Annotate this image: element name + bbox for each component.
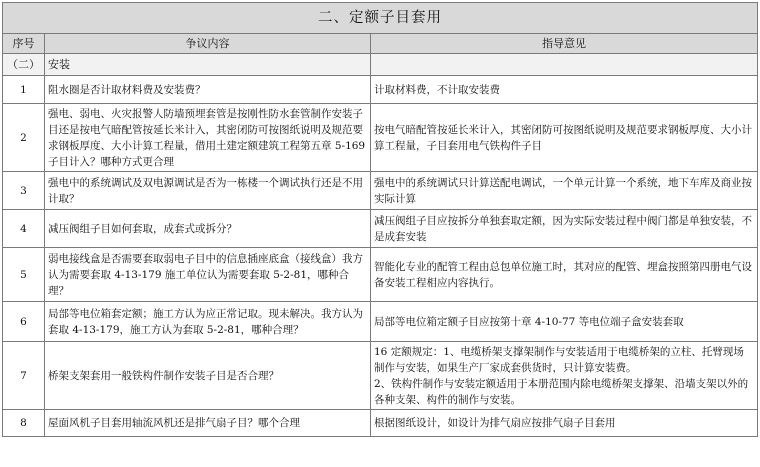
row-no: 6 [3, 302, 45, 342]
row-guidance: 16 定额规定：1、电缆桥架支撑架制作与安装适用于电缆桥架的立柱、托臂现场制作与安装，如果生产厂家成套供货时，只计算安装费。 2、铁构件制作与安装定额适用于本册范围内除电缆桥架支撑架、沿墙支架以外的各种支架、构件的制作与安装。 [371, 342, 758, 410]
row-no: 7 [3, 342, 45, 410]
table-row [3, 76, 758, 104]
table-row [3, 410, 758, 437]
header-row [3, 34, 758, 54]
row-no: 8 [3, 410, 45, 437]
row-guidance: 局部等电位箱定额子目应按第十章 4-10-77 等电位端子盒安装套取 [371, 302, 758, 342]
row-dispute: 桥架支架套用一般铁构件制作安装子目是否合理？ [45, 342, 371, 410]
section-name: 安装 [45, 54, 371, 76]
header-no: 序号 [3, 34, 45, 54]
table-row [3, 302, 758, 342]
row-guidance: 强电中的系统调试只计算送配电调试，一个单元计算一个系统，地下车库及商业按实际计算 [371, 172, 758, 210]
row-no: 1 [3, 76, 45, 104]
section-row [3, 54, 758, 76]
row-dispute: 局部等电位箱套定额；施工方认为应正常记取。现未解决。我方认为套取 4-13-179，施工方认为套取 5-2-81，哪种合理？ [45, 302, 371, 342]
table-row [3, 104, 758, 172]
row-guidance: 根据图纸设计，如设计为排气扇应按排气扇子目套用 [371, 410, 758, 437]
row-dispute: 减压阀组子目如何套取，成套式或拆分？ [45, 210, 371, 248]
header-guidance: 指导意见 [371, 34, 758, 54]
header-dispute: 争议内容 [45, 34, 371, 54]
row-guidance: 减压阀组子目应按拆分单独套取定额，因为实际安装过程中阀门都是单独安装，不是成套安装 [371, 210, 758, 248]
row-dispute: 强电、弱电、火灾报警人防墙预埋套管是按刚性防水套管制作安装子目还是按电气暗配管按延长米计入，其密闭防可按图纸说明及规范要求钢板厚度、大小计算工程量，借用土建定额建筑工程第五章 5-169 子目计入？哪种方式更合理 [45, 104, 371, 172]
row-dispute: 强电中的系统调试及双电源调试是否为一栋楼一个调试执行还是不用计取？ [45, 172, 371, 210]
table-row [3, 210, 758, 248]
table-title: 二、定额子目套用 [3, 3, 758, 34]
row-no: 4 [3, 210, 45, 248]
row-guidance: 计取材料费，不计取安装费 [371, 76, 758, 104]
row-dispute: 阻水圈是否计取材料费及安装费？ [45, 76, 371, 104]
row-guidance: 按电气暗配管按延长米计入，其密闭防可按图纸说明及规范要求钢板厚度、大小计算工程量，子目套用电气铁构件子目 [371, 104, 758, 172]
table-row [3, 172, 758, 210]
table-row [3, 248, 758, 302]
row-dispute: 弱电接线盒是否需要套取弱电子目中的信息插座底盒（接线盒）我方认为需要套取 4-13-179 施工单位认为需要套取 5-2-81，哪种合理？ [45, 248, 371, 302]
section-no: （二） [3, 54, 45, 76]
section-empty [371, 54, 758, 76]
row-no: 5 [3, 248, 45, 302]
row-guidance: 智能化专业的配管工程由总包单位施工时，其对应的配管、埋盒按照第四册电气设备安装工程相应内容执行。 [371, 248, 758, 302]
table-row [3, 342, 758, 410]
row-no: 2 [3, 104, 45, 172]
dispute-table [2, 2, 758, 437]
row-dispute: 屋面风机子目套用轴流风机还是排气扇子目？哪个合理 [45, 410, 371, 437]
row-no: 3 [3, 172, 45, 210]
dispute-guidance-sheet [2, 2, 757, 437]
